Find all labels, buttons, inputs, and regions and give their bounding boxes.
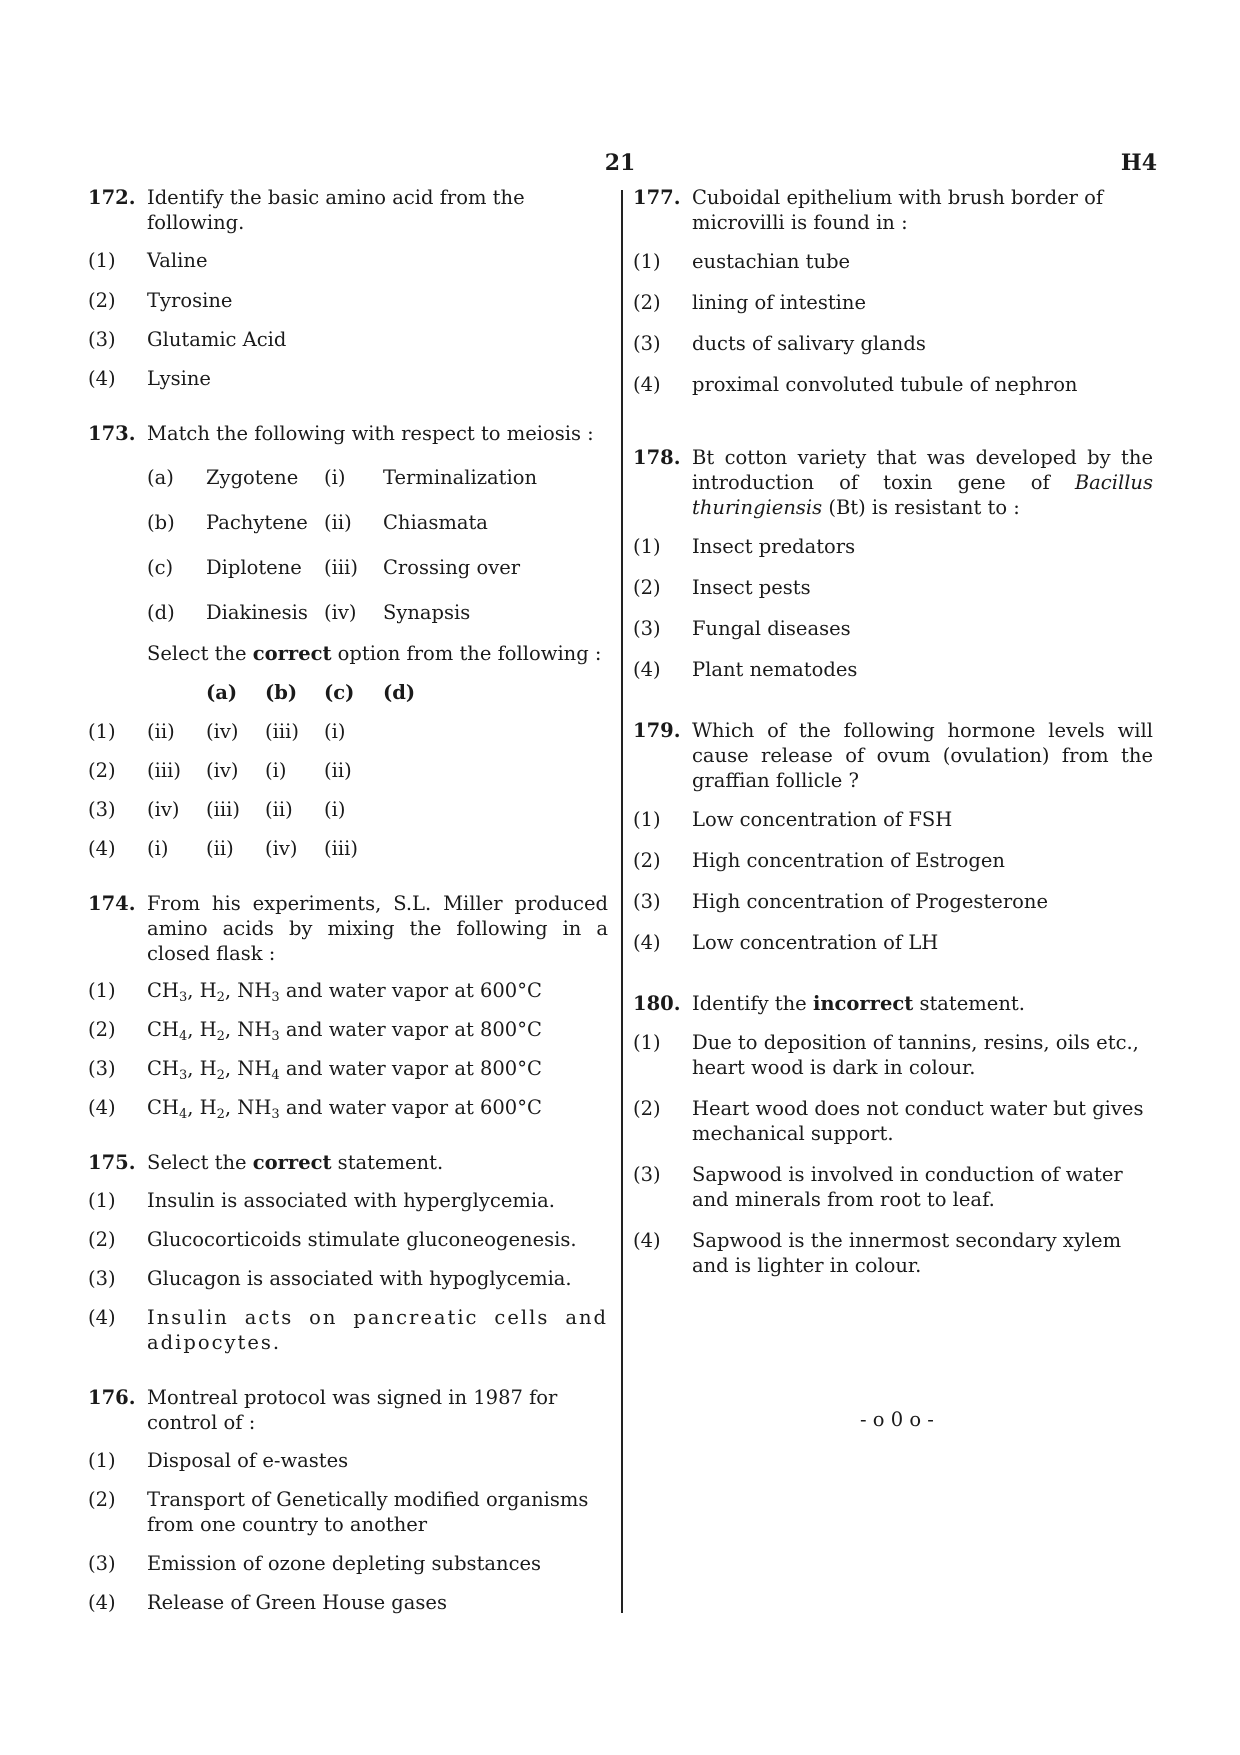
option-label: (2) — [88, 1228, 116, 1251]
option-label: (3) — [88, 328, 116, 351]
answer-grid-row: (3) (iv) (iii) (ii) (i) — [88, 798, 346, 821]
option-text: Emission of ozone depleting substances — [147, 1552, 542, 1575]
question-text: Cuboidal epithelium with brush border of microvilli is found in : — [692, 186, 1104, 234]
option-label: (4) — [88, 367, 116, 390]
option-text: Tyrosine — [147, 289, 233, 312]
question-172 — [88, 185, 608, 391]
option-label: (4) — [633, 658, 661, 681]
option-text: $CH_4$, $H_2$, $NH_3$ and water vapor at 600°C — [147, 1096, 542, 1122]
option-text: Valine — [147, 249, 208, 272]
option-label: (1) — [88, 1449, 116, 1472]
question-number: 172. — [88, 186, 136, 209]
match-row: (b) Pachytene (ii) Chiasmata — [147, 511, 488, 534]
option-text: Release of Green House gases — [147, 1591, 447, 1614]
option-text: Insulin acts on pancreatic cells and adipocytes. — [147, 1306, 608, 1354]
option-text: $CH_3$, $H_2$, $NH_3$ and water vapor at 600°C — [147, 979, 542, 1005]
left-column — [88, 185, 608, 1615]
column-divider-bottom — [621, 1130, 623, 1613]
option-label: (2) — [633, 576, 661, 599]
option-text: $CH_4$, $H_2$, $NH_3$ and water vapor at 800°C — [147, 1018, 542, 1044]
option-text: Low concentration of LH — [692, 931, 939, 954]
question-number: 179. — [633, 719, 681, 742]
option-label: (2) — [88, 1488, 116, 1511]
option-text: Transport of Genetically modified organisms from one country to another — [147, 1488, 589, 1536]
option-text: Insect pests — [692, 576, 811, 599]
match-row: (d) Diakinesis (iv) Synapsis — [147, 601, 471, 624]
question-text: Montreal protocol was signed in 1987 for control of : — [147, 1386, 558, 1434]
option-label: (1) — [633, 535, 661, 558]
question-number: 175. — [88, 1151, 136, 1174]
option-label: (3) — [88, 1057, 116, 1080]
question-number: 174. — [88, 892, 136, 915]
option-label: (1) — [88, 249, 116, 272]
option-label: (3) — [88, 1267, 116, 1290]
question-number: 177. — [633, 186, 681, 209]
option-text: proximal convoluted tubule of nephron — [692, 373, 1078, 396]
question-text: Identify the incorrect statement. — [692, 992, 1025, 1015]
option-text: Sapwood is involved in conduction of water and minerals from root to leaf. — [692, 1163, 1123, 1211]
option-label: (2) — [633, 1097, 661, 1120]
select-instruction: Select the correct option from the following : — [147, 642, 602, 665]
option-text: Glucocorticoids stimulate gluconeogenesis. — [147, 1228, 577, 1251]
option-text: $CH_3$, $H_2$, $NH_4$ and water vapor at 800°C — [147, 1057, 542, 1083]
question-178 — [633, 445, 1153, 682]
option-text: Insulin is associated with hyperglycemia. — [147, 1189, 555, 1212]
option-label: (4) — [88, 1306, 116, 1329]
page-number: 21 — [604, 150, 636, 176]
question-text: From his experiments, S.L. Miller produced amino acids by mixing the following in a closed flask : — [147, 892, 608, 965]
option-text: Sapwood is the innermost secondary xylem and is lighter in colour. — [692, 1229, 1122, 1277]
column-divider-top — [621, 190, 623, 1130]
option-text: ducts of salivary glands — [692, 332, 926, 355]
option-text: Due to deposition of tannins, resins, oils etc., heart wood is dark in colour. — [692, 1031, 1139, 1079]
option-label: (1) — [88, 1189, 116, 1212]
option-text: High concentration of Estrogen — [692, 849, 1005, 872]
option-text: Fungal diseases — [692, 617, 851, 640]
question-177 — [633, 185, 1153, 397]
option-label: (2) — [633, 849, 661, 872]
option-label: (2) — [633, 291, 661, 314]
match-row: (a) Zygotene (i) Terminalization — [147, 466, 538, 489]
option-label: (3) — [633, 1163, 661, 1186]
option-label: (4) — [633, 931, 661, 954]
option-label: (2) — [88, 289, 116, 312]
option-text: Lysine — [147, 367, 211, 390]
question-176 — [88, 1385, 608, 1615]
option-label: (1) — [633, 250, 661, 273]
option-text: Glucagon is associated with hypoglycemia. — [147, 1267, 572, 1290]
option-label: (4) — [88, 1591, 116, 1614]
option-label: (3) — [633, 617, 661, 640]
option-label: (4) — [88, 1096, 116, 1119]
option-label: (2) — [88, 1018, 116, 1041]
question-number: 176. — [88, 1386, 136, 1409]
question-text: Select the correct statement. — [147, 1151, 444, 1174]
option-text: Glutamic Acid — [147, 328, 287, 351]
option-text: Plant nematodes — [692, 658, 858, 681]
set-code: H4 — [1120, 150, 1157, 176]
option-label: (3) — [88, 1552, 116, 1575]
option-label: (1) — [633, 1031, 661, 1054]
end-of-paper-mark: - o 0 o - — [860, 1408, 934, 1431]
option-text: High concentration of Progesterone — [692, 890, 1048, 913]
question-number: 173. — [88, 422, 136, 445]
option-label: (4) — [633, 373, 661, 396]
option-text: eustachian tube — [692, 250, 851, 273]
question-180 — [633, 991, 1153, 1278]
right-column — [633, 185, 1153, 1278]
option-text: Heart wood does not conduct water but gives mechanical support. — [692, 1097, 1144, 1145]
option-text: Low concentration of FSH — [692, 808, 953, 831]
option-label: (4) — [633, 1229, 661, 1252]
question-text: Identify the basic amino acid from the following. — [147, 186, 525, 234]
option-label: (1) — [633, 808, 661, 831]
question-text: Which of the following hormone levels will cause release of ovum (ovulation) from the graffian follicle ? — [692, 719, 1153, 792]
option-text: Disposal of e-wastes — [147, 1449, 349, 1472]
question-175 — [88, 1150, 608, 1355]
question-number: 178. — [633, 446, 681, 469]
question-173 — [88, 421, 608, 861]
question-number: 180. — [633, 992, 681, 1015]
option-text: lining of intestine — [692, 291, 867, 314]
question-179 — [633, 718, 1153, 955]
question-text: Match the following with respect to meiosis : — [147, 422, 594, 445]
option-label: (3) — [633, 332, 661, 355]
answer-grid-row: (2) (iii) (iv) (i) (ii) — [88, 759, 352, 782]
option-label: (3) — [633, 890, 661, 913]
answer-grid-header: (a) (b) (c) (d) — [206, 681, 416, 704]
option-text: Insect predators — [692, 535, 856, 558]
match-row: (c) Diplotene (iii) Crossing over — [147, 556, 521, 579]
answer-grid-row: (1) (ii) (iv) (iii) (i) — [88, 720, 346, 743]
option-label: (1) — [88, 979, 116, 1002]
question-174 — [88, 891, 608, 1120]
question-text: Bt cotton variety that was developed by the introduction of toxin gene of Bacillus thuringiensis (Bt) is resistant to : — [692, 446, 1153, 519]
answer-grid-row: (4) (i) (ii) (iv) (iii) — [88, 837, 358, 860]
